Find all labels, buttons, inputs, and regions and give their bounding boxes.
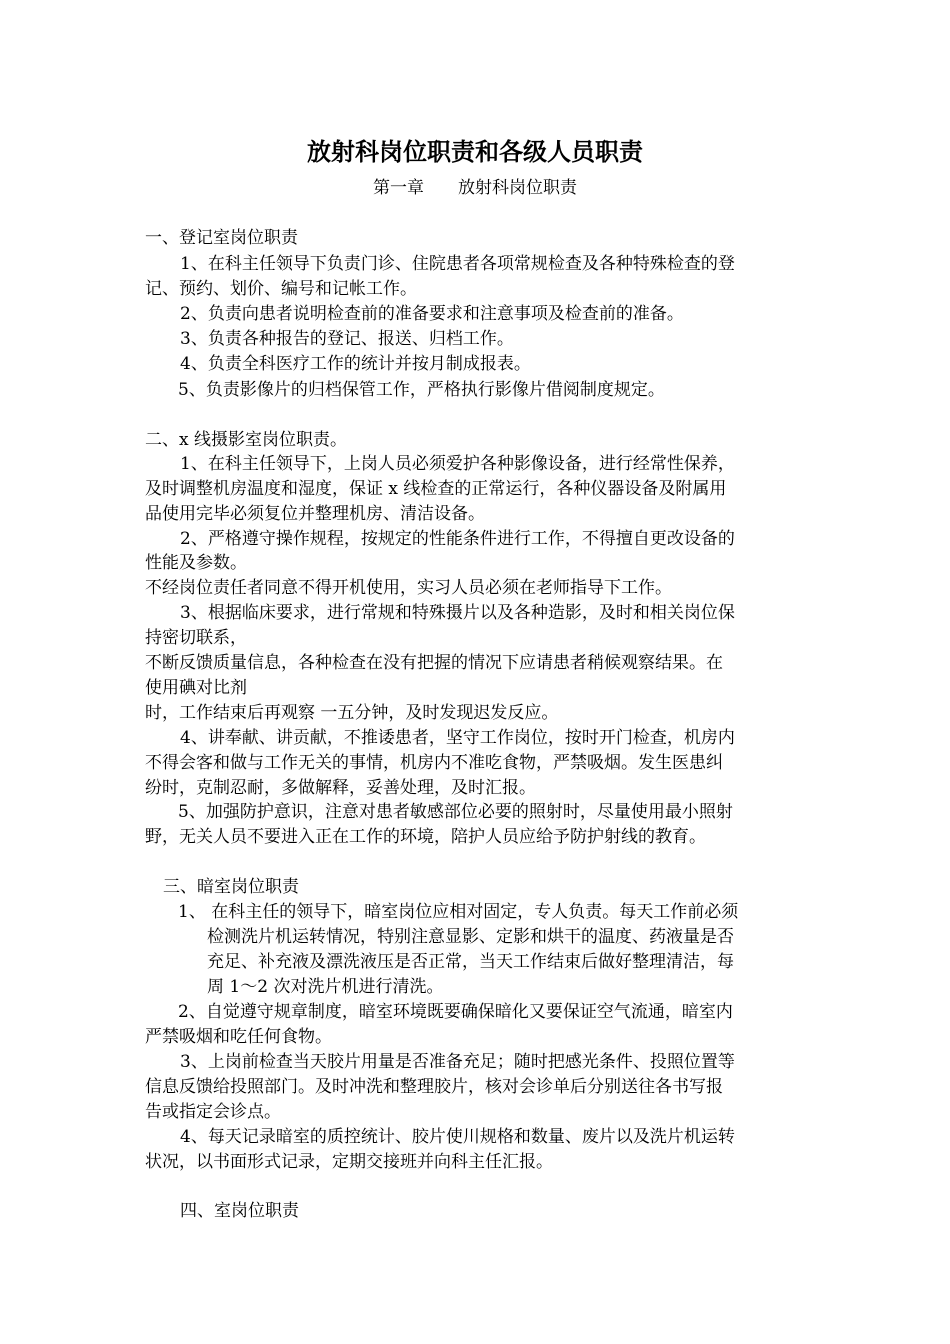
text-line: 1、在科主任领导下，上岗人员必须爱护各种影像设备，进行经常性保养， [180,454,735,474]
text-line: 检测洗片机运转情况，特别注意显影、定影和烘干的温度、药液量是否 [207,927,734,947]
text-line: 不断反馈质量信息，各种检查在没有把握的情况下应请患者稍候观察结果。在 [145,653,723,673]
text-line: 充足、补充液及漂洗液压是否正常，当天工作结束后做好整理清洁，每 [207,952,734,972]
text-line: 纷时，克制忍耐，多做解释，妥善处理，及时汇报。 [145,778,536,798]
text-line: 5、加强防护意识，注意对患者敏感部位必要的照射时，尽量使用最小照射 [178,802,733,822]
section-heading: 三、暗室岗位职责 [163,877,299,897]
text-line: 持密切联系， [145,628,247,648]
text-line: 时，工作结束后再观察 一五分钟，及时发现迟发反应。 [145,703,559,723]
chapter-heading: 第一章 放射科岗位职责 [373,178,577,198]
text-line: 1、在科主任领导下负责门诊、住院患者各项常规检查及各种特殊检查的登 [180,254,735,274]
text-line: 2、严格遵守操作规程，按规定的性能条件进行工作，不得擅自更改设备的 [180,529,735,549]
text-line: 周 1～2 次对洗片机进行清洗。 [207,977,444,997]
text-line: 使用碘对比剂 [145,678,247,698]
text-line: 4、负责全科医疗工作的统计并按月制成报表。 [180,354,531,374]
text-line: 5、负责影像片的归档保管工作，严格执行影像片借阅制度规定。 [178,380,665,400]
text-line: 状况，以书面形式记录，定期交接班并向科主任汇报。 [145,1152,553,1172]
text-line: 告或指定会诊点。 [145,1102,281,1122]
text-line: 及时调整机房温度和湿度，保证 x 线检查的正常运行，各种仪器设备及附属用 [145,479,727,499]
text-line: 记、预约、划价、编号和记帐工作。 [145,279,417,299]
text-line: 3、根据临床要求，进行常规和特殊摄片以及各种造影，及时和相关岗位保 [180,603,735,623]
text-line: 4、每天记录暗室的质控统计、胶片使川规格和数量、废片以及洗片机运转 [180,1127,735,1147]
section-heading: 一、登记室岗位职责 [145,228,298,248]
section-heading: 二、x 线摄影室岗位职责。 [145,430,347,450]
text-line: 4、讲奉献、讲贡献，不推诿患者，坚守工作岗位，按时开门检查，机房内 [180,728,735,748]
section-heading: 四、室岗位职责 [180,1201,299,1221]
text-line: 信息反馈给投照部门。及时冲洗和整理胶片，核对会诊单后分别送往各书写报 [145,1077,723,1097]
text-line: 不得会客和做与工作无关的事情，机房内不准吃食物，严禁吸烟。发生医患纠 [145,753,723,773]
text-line: 野，无关人员不要进入正在工作的环境，陪护人员应给予防护射线的教育。 [145,827,706,847]
text-line: 2、负责向患者说明检查前的准备要求和注意事项及检查前的准备。 [180,304,684,324]
text-line: 3、上岗前检查当天胶片用量是否准备充足；随时把感光条件、投照位置等 [180,1052,735,1072]
text-line: 1、 在科主任的领导下，暗室岗位应相对固定，专人负责。每天工作前必须 [178,902,739,922]
text-line: 品使用完毕必须复位并整理机房、清洁设备。 [145,504,485,524]
text-line: 性能及参数。 [145,553,247,573]
text-line: 严禁吸烟和吃任何食物。 [145,1027,332,1047]
text-line: 不经岗位责任者同意不得开机使用，实习人员必须在老师指导下工作。 [145,578,672,598]
document-title: 放射科岗位职责和各级人员职责 [307,137,643,166]
text-line: 2、自觉遵守规章制度，暗室环境既要确保暗化又要保证空气流通，暗室内 [178,1002,733,1022]
text-line: 3、负责各种报告的登记、报送、归档工作。 [180,329,514,349]
